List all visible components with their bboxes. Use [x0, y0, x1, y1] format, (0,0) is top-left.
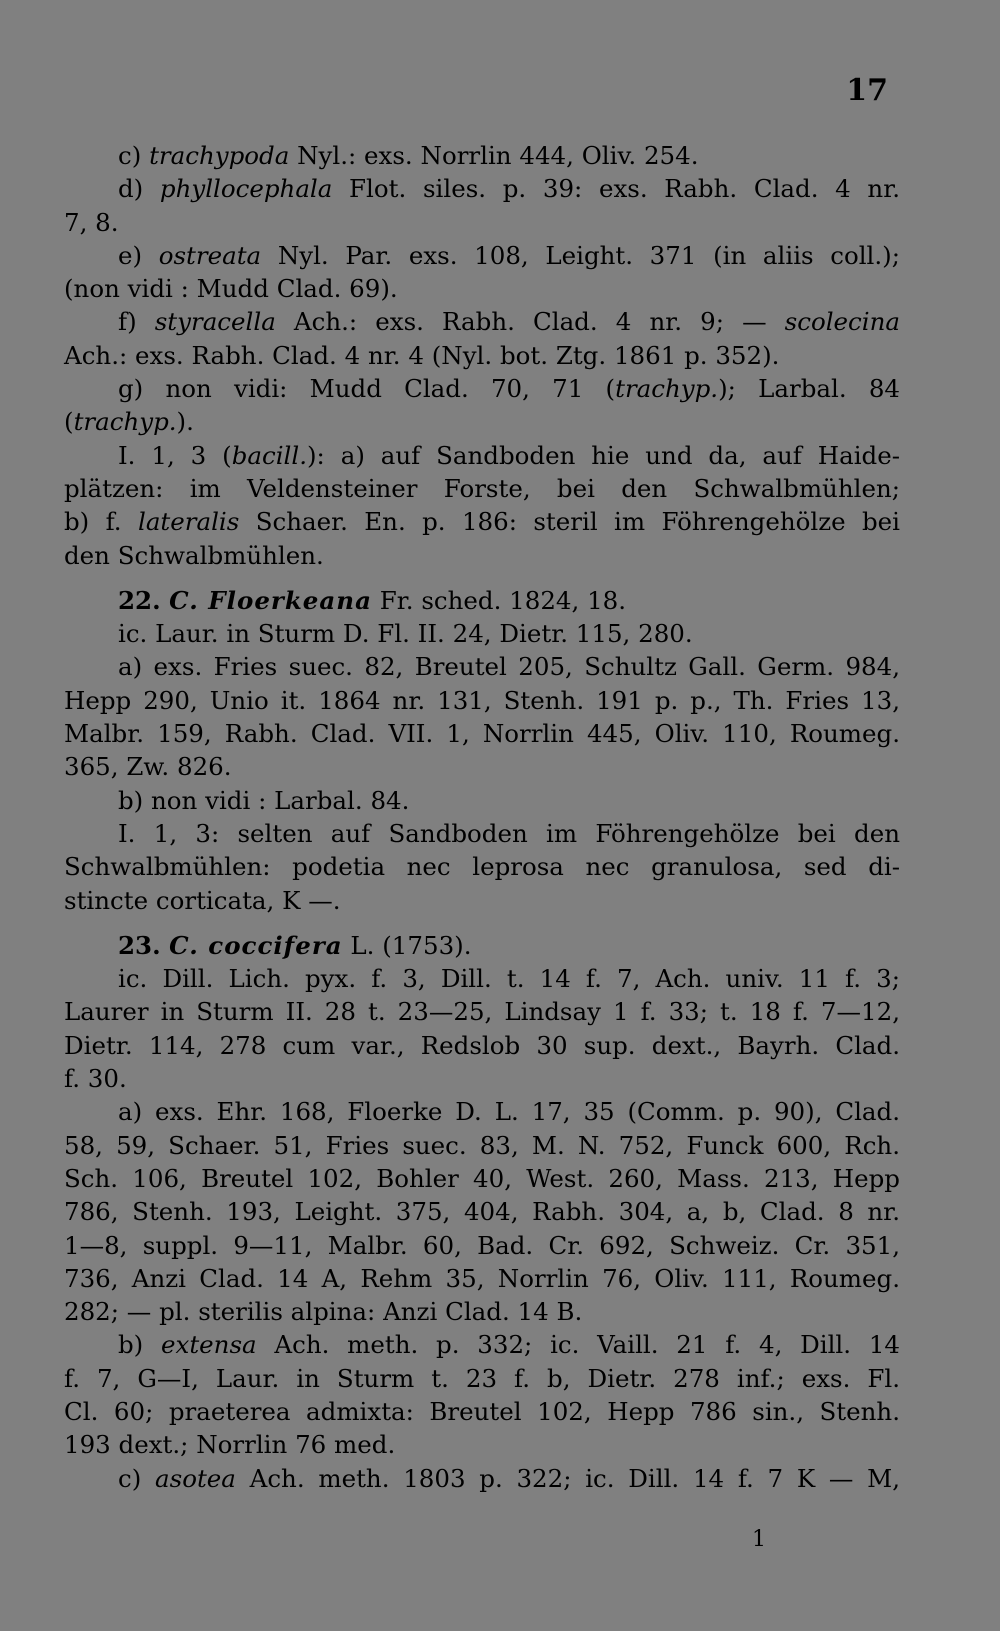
text-run: b)	[118, 1330, 162, 1360]
text-line	[64, 1462, 900, 1495]
text-run: 1—8, suppl. 9—11, Malbr. 60, Bad. Cr. 692, Schweiz. Cr. 351,	[64, 1230, 900, 1260]
text-run: I. 1, 3 (	[118, 440, 232, 470]
text-run: plätzen: im Veldensteiner Forste, bei den Schwalbmühlen;	[64, 473, 900, 503]
text-run: c)	[118, 1463, 156, 1493]
text-run: Hepp 290, Unio it. 1864 nr. 131, Stenh. 191 p. p., Th. Fries 13,	[64, 685, 900, 715]
text-run: Malbr. 159, Rabh. Clad. VII. 1, Norrlin 445, Oliv. 110, Roumeg.	[64, 719, 900, 749]
text-run: Nyl. Par. exs. 108, Leight. 371 (in aliis coll.);	[261, 240, 900, 270]
text-run: stincte corticata, K —.	[64, 885, 341, 915]
signature-mark: 1	[752, 1527, 766, 1552]
text-line	[64, 1428, 900, 1461]
taxon-italic: lateralis	[137, 507, 240, 537]
text-run: a) exs. Ehr. 168, Floerke D. L. 17, 35 (Comm. p. 90), Clad.	[118, 1097, 900, 1127]
text-line	[64, 1295, 900, 1328]
taxon-italic: extensa	[161, 1330, 257, 1360]
text-run: 736, Anzi Clad. 14 A, Rehm 35, Norrlin 76, Oliv. 111, Roumeg.	[64, 1263, 900, 1293]
species-number: 23.	[118, 930, 170, 960]
text-line	[64, 1395, 900, 1428]
text-run: ic. Dill. Lich. pyx. f. 3, Dill. t. 14 f. 7, Ach. univ. 11 f. 3;	[118, 964, 900, 994]
text-line	[64, 139, 900, 172]
text-run: I. 1, 3: selten auf Sandboden im Föhrengehölze bei den	[118, 818, 900, 848]
text-run: 193 dext.; Norrlin 76 med.	[64, 1430, 396, 1460]
text-run: L. (1753).	[342, 930, 472, 960]
text-run: g) non vidi: Mudd Clad. 70, 71 (	[118, 374, 616, 404]
text-line	[64, 750, 900, 783]
text-run: c)	[118, 141, 150, 170]
text-run: Schwalbmühlen: podetia nec leprosa nec granulosa, sed di-	[64, 852, 900, 882]
text-run: Laurer in Sturm II. 28 t. 23—25, Lindsay 1 f. 33; t. 18 f. 7—12,	[64, 997, 900, 1027]
text-run: b) f.	[64, 507, 138, 537]
text-run: Ach.: exs. Rabh. Clad. 4 nr. 9; —	[275, 307, 785, 337]
text-run: d)	[118, 174, 160, 204]
taxon-italic: trachyp.	[615, 374, 719, 404]
text-line	[64, 339, 900, 372]
text-line	[64, 962, 900, 995]
text-run: f)	[118, 307, 155, 337]
species-number: 22.	[118, 585, 170, 615]
text-run: ); Larbal. 84	[718, 374, 900, 404]
text-run: 786, Stenh. 193, Leight. 375, 404, Rabh. 304, a, b, Clad. 8 nr.	[64, 1197, 900, 1227]
text-run: Cl. 60; praeterea admixta: Breutel 102, Hepp 786 sin., Stenh.	[64, 1396, 900, 1426]
text-run: 7, 8.	[64, 207, 119, 237]
text-run: 58, 59, Schaer. 51, Fries suec. 83, M. N. 752, Funck 600, Rch.	[64, 1130, 900, 1160]
text-run: f. 7, G—I, Laur. in Sturm t. 23 f. b, Dietr. 278 inf.; exs. Fl.	[64, 1363, 900, 1393]
taxon-italic: trachypoda	[149, 141, 290, 170]
text-line	[64, 239, 900, 272]
text-line	[64, 684, 900, 717]
text-run: ic. Laur. in Sturm D. Fl. II. 24, Dietr. 115, 280.	[118, 619, 693, 649]
text-line	[64, 272, 900, 305]
text-line	[64, 305, 900, 338]
text-line	[64, 850, 900, 883]
text-line	[64, 995, 900, 1028]
species-name: C. coccifera	[169, 930, 343, 960]
text-run: f. 30.	[64, 1064, 127, 1094]
text-run: ): a) auf Sandboden hie und da, auf Haide-	[307, 440, 901, 470]
text-run: (non vidi : Mudd Clad. 69).	[64, 274, 398, 304]
text-line	[64, 1262, 900, 1295]
text-run: 365, Zw. 826.	[64, 752, 232, 782]
text-line	[64, 206, 900, 239]
text-run: Ach. meth. 1803 p. 322; ic. Dill. 14 f. 7 K — M,	[235, 1463, 900, 1493]
text-run: Dietr. 114, 278 cum var., Redslob 30 sup. dext., Bayrh. Clad.	[64, 1030, 900, 1060]
text-line	[64, 1062, 900, 1095]
text-line	[64, 1095, 900, 1128]
text-run: 282; — pl. sterilis alpina: Anzi Clad. 14 B.	[64, 1297, 583, 1327]
taxon-italic: bacill.	[231, 440, 307, 470]
text-run: ).	[176, 407, 194, 437]
species-name: C. Floerkeana	[169, 585, 372, 615]
paragraph-gap	[64, 572, 900, 584]
page-number: 17	[846, 73, 888, 108]
text-run: den Schwalbmühlen.	[64, 540, 324, 570]
text-run: Sch. 106, Breutel 102, Bohler 40, West. 260, Mass. 213, Hepp	[64, 1163, 900, 1193]
taxon-italic: styracella	[154, 307, 276, 337]
paragraph-gap	[64, 917, 900, 929]
text-line	[64, 1129, 900, 1162]
taxon-italic: trachyp.	[73, 407, 177, 437]
text-line	[64, 372, 900, 405]
text-run: Schaer. En. p. 186: steril im Föhrengehölze bei	[239, 507, 900, 537]
text-line	[64, 505, 900, 538]
text-line	[64, 1195, 900, 1228]
text-line	[64, 1328, 900, 1361]
text-line	[64, 929, 900, 962]
text-line	[64, 1229, 900, 1262]
taxon-italic: scolecina	[784, 307, 900, 337]
text-run: a) exs. Fries suec. 82, Breutel 205, Schultz Gall. Germ. 984,	[118, 652, 900, 682]
text-line	[64, 405, 900, 438]
text-run: Fr. sched. 1824, 18.	[371, 585, 627, 615]
text-run: e)	[118, 240, 159, 270]
text-line	[64, 1029, 900, 1062]
text-run: b) non vidi : Larbal. 84.	[118, 785, 410, 815]
text-run: Nyl.: exs. Norrlin 444, Oliv. 254.	[289, 141, 699, 170]
taxon-italic: ostreata	[158, 240, 262, 270]
text-line	[64, 784, 900, 817]
text-line	[64, 172, 900, 205]
text-run: Flot. siles. p. 39: exs. Rabh. Clad. 4 nr.	[332, 174, 900, 204]
text-line	[64, 1362, 900, 1395]
text-line	[64, 817, 900, 850]
text-line	[64, 539, 900, 572]
text-line	[64, 439, 900, 472]
taxon-italic: phyllocephala	[159, 174, 333, 204]
text-line	[64, 472, 900, 505]
text-run: Ach.: exs. Rabh. Clad. 4 nr. 4 (Nyl. bot. Ztg. 1861 p. 352).	[64, 340, 780, 370]
text-run: Ach. meth. p. 332; ic. Vaill. 21 f. 4, Dill. 14	[256, 1330, 900, 1360]
text-line	[64, 650, 900, 683]
text-line	[64, 884, 900, 917]
text-run: (	[64, 407, 74, 437]
text-line	[64, 617, 900, 650]
taxon-italic: asotea	[155, 1463, 236, 1493]
text-line	[64, 717, 900, 750]
body-text	[64, 139, 900, 1495]
text-line	[64, 1162, 900, 1195]
text-line	[64, 584, 900, 617]
